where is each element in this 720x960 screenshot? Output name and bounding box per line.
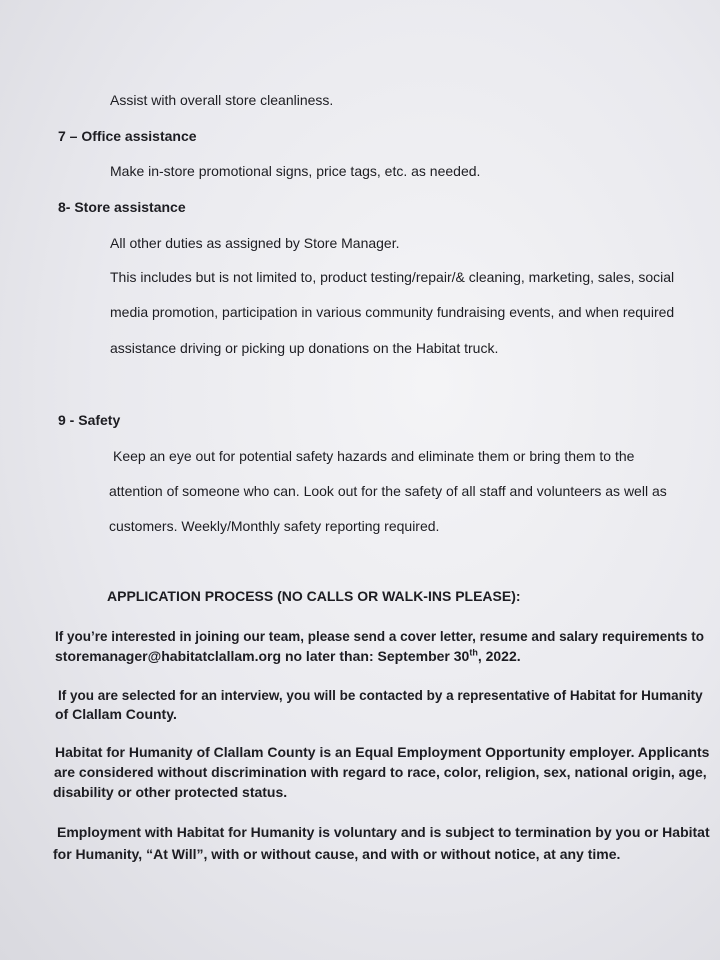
section-8-line: All other duties as assigned by Store Manager. [110, 235, 400, 251]
section-8-line: media promotion, participation in various community fundraising events, and when required [110, 304, 675, 320]
deadline-ordinal: th [469, 647, 478, 658]
application-para-3-line: are considered without discrimination with regard to race, color, religion, sex, national origin, age, [54, 764, 707, 780]
application-para-4-line: Employment with Habitat for Humanity is voluntary and is subject to termination by you or Habitat [57, 824, 710, 840]
section-9-line: Keep an eye out for potential safety hazards and eliminate them or bring them to the [113, 448, 635, 464]
application-para-2-line: of Clallam County. [55, 706, 177, 722]
section-9-heading: 9 - Safety [58, 412, 121, 428]
application-para-3-line: Habitat for Humanity of Clallam County is an Equal Employment Opportunity employer. Applicants [55, 744, 710, 760]
application-para-1-line-2 [55, 648, 521, 665]
cleanliness-line: Assist with overall store cleanliness. [110, 92, 334, 108]
application-para-1-line-1: If you’re interested in joining our team, please send a cover letter, resume and salary requirements to [55, 629, 704, 644]
deadline-text: storemanager@habitatclallam.org no later than: September 30 [55, 648, 470, 664]
section-8-line: assistance driving or picking up donations on the Habitat truck. [110, 340, 499, 356]
section-8-heading: 8- Store assistance [58, 199, 186, 215]
section-7-text: Make in-store promotional signs, price tags, etc. as needed. [110, 163, 481, 179]
deadline-year: , 2022. [477, 648, 521, 664]
application-para-4-line: for Humanity, “At Will”, with or without cause, and with or without notice, at any time. [53, 846, 621, 862]
section-9-line: attention of someone who can. Look out for the safety of all staff and volunteers as well as [109, 483, 667, 499]
section-7-heading: 7 – Office assistance [58, 128, 197, 144]
section-9-line: customers. Weekly/Monthly safety reporting required. [109, 518, 440, 534]
application-para-3-line: disability or other protected status. [53, 784, 288, 800]
application-para-2-line: If you are selected for an interview, you will be contacted by a representative of Habitat for Humanity [58, 688, 703, 703]
application-heading: APPLICATION PROCESS (NO CALLS OR WALK-INS PLEASE): [107, 588, 521, 604]
section-8-line: This includes but is not limited to, product testing/repair/& cleaning, marketing, sales, social [110, 269, 675, 285]
